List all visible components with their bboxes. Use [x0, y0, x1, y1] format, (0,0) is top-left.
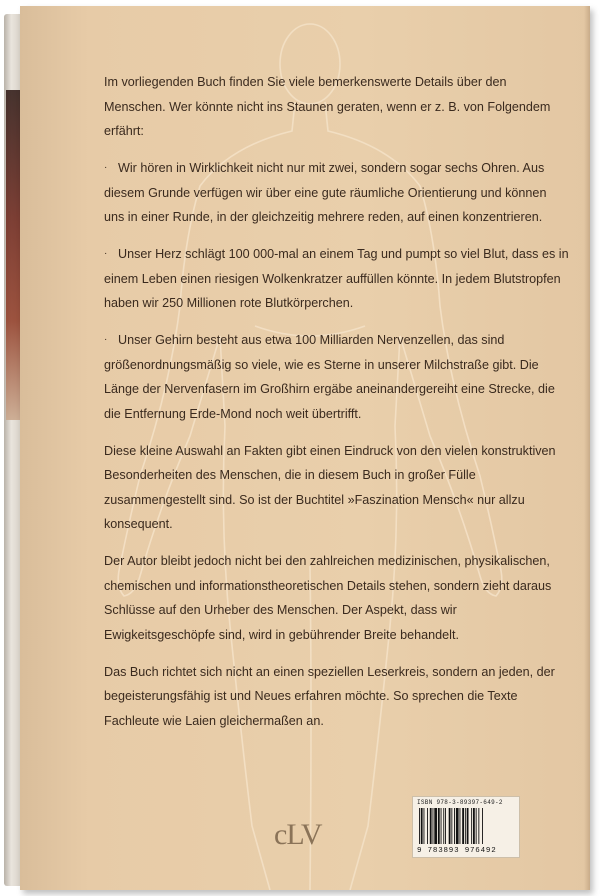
barcode-bar	[419, 808, 420, 844]
fact-text: Unser Herz schlägt 100 000-mal an einem Tag und pumpt so viel Blut, dass es in einem Leben einen riesigen Wolkenkratzer auffüllen könnte. In jedem Blutstropfen haben wir 250 Millionen rote Blutkörperchen.	[104, 247, 569, 310]
barcode-bar	[430, 808, 432, 844]
barcode-bar	[421, 808, 423, 844]
barcode-bar	[473, 808, 475, 844]
fact-text: Unser Gehirn besteht aus etwa 100 Milliarden Nervenzellen, das sind größenordnungsmäßig so viele, wie es Sterne in unserer Milchstraße gibt. Die Länge der Nervenfasern im Großhirn ergäbe aneinandergereiht eine Strecke, die die Entfernung Erde-Mond noch weit übertrifft.	[104, 333, 555, 421]
intro-paragraph: Im vorliegenden Buch finden Sie viele bemerkenswerte Details über den Menschen. Wer könnte nicht ins Staunen geraten, wenn er z. B. von Folgendem erfährt:	[104, 75, 551, 138]
isbn-barcode-label	[412, 796, 520, 858]
barcode-bar	[441, 808, 442, 844]
fact-bullet	[104, 156, 570, 230]
cover-edge-shadow	[584, 6, 590, 890]
fact-text: Wir hören in Wirklichkeit nicht nur mit zwei, sondern sogar sechs Ohren. Aus diesem Grunde verfügen wir über eine gute räumliche Orientierung und können uns in einer Runde, in der gleichzeitig mehrere reden, auf einen konzentrieren.	[104, 161, 547, 224]
barcode-bar	[467, 808, 469, 844]
spine-front-cover-edge	[6, 90, 20, 420]
fact-bullet	[104, 328, 570, 426]
author-paragraph: Der Autor bleibt jedoch nicht bei den zahlreichen medizinischen, physikalischen, chemischen und informationstheoretischen Details stehen, sondern zieht daraus Schlüsse auf den Urheber des Menschen. Der Aspekt, dass wir Ewigkeitsgeschöpfe sind, wird in gebührender Breite behandelt.	[104, 554, 552, 642]
bullet-marker: ·	[104, 248, 108, 259]
barcode-bar	[445, 808, 446, 844]
barcode-bar	[433, 808, 434, 844]
bullet-marker: ·	[104, 162, 108, 173]
publisher-logo: cLV	[274, 818, 322, 851]
barcode-bar	[482, 808, 483, 844]
barcode-bar	[476, 808, 477, 844]
summary-paragraph: Diese kleine Auswahl an Fakten gibt einen Eindruck von den vielen konstruktiven Besonderheiten des Menschen, die in diesem Buch in großer Fülle zusammengestellt sind. So ist der Buchtitel »Faszination Mensch« nur allzu konsequent.	[104, 443, 556, 531]
barcode-bar	[434, 808, 437, 844]
barcode-bar	[460, 808, 461, 844]
barcode-bar	[478, 808, 479, 844]
barcode	[417, 808, 515, 844]
barcode-bar	[454, 808, 455, 844]
barcode-bar	[424, 808, 425, 844]
back-cover	[20, 6, 590, 890]
barcode-digits: 9 783893 976492	[417, 847, 497, 855]
barcode-bar	[451, 808, 452, 844]
barcode-bar	[471, 808, 472, 844]
barcode-bar	[449, 808, 451, 844]
barcode-bar	[465, 808, 466, 844]
barcode-bar	[443, 808, 444, 844]
barcode-bar	[462, 808, 464, 844]
barcode-bar	[438, 808, 440, 844]
audience-paragraph: Das Buch richtet sich nicht an einen speziellen Leserkreis, sondern an jeden, der begeisterungsfähig ist und Neues erfahren möchte. So sprechen die Texte Fachleute wie Laien gleichermaßen an.	[104, 664, 555, 728]
barcode-bar	[427, 808, 428, 844]
fact-bullet	[104, 242, 570, 316]
barcode-bar	[456, 808, 459, 844]
bullet-marker: ·	[104, 334, 108, 345]
blurb-text	[104, 70, 570, 746]
isbn-number: ISBN 978-3-89397-649-2	[417, 799, 503, 806]
